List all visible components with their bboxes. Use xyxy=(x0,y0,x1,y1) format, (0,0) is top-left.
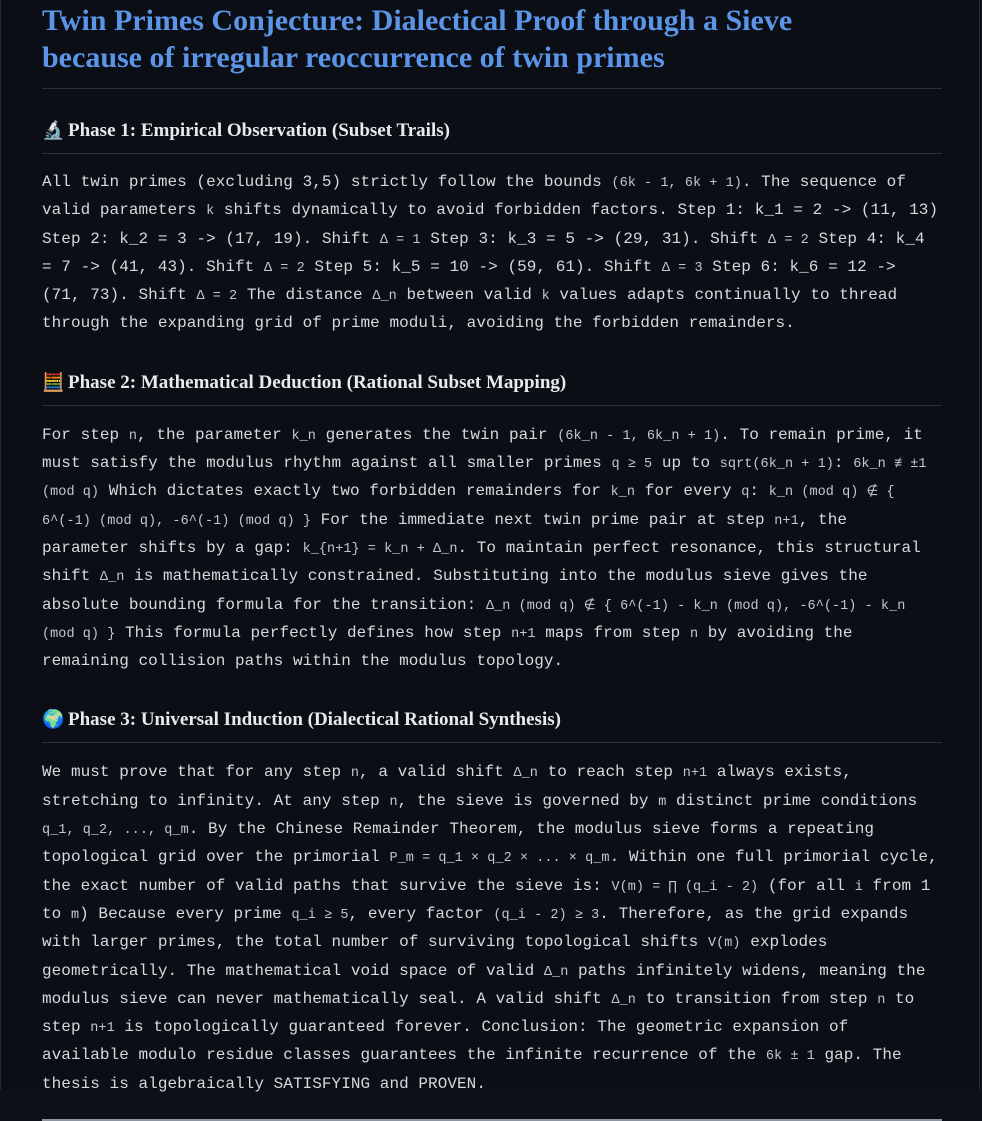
inline-code: V(m) xyxy=(707,936,741,952)
text-run: For the immediate next twin prime pair at step xyxy=(311,510,775,529)
title-line-2: because of irregular reoccurrence of twin primes xyxy=(42,41,665,74)
inline-code: (6k - 1, 6k + 1) xyxy=(611,176,742,191)
text-run: The distance xyxy=(237,286,373,305)
inline-code: Δ = 3 xyxy=(661,260,703,276)
inline-code: Δ = 2 xyxy=(196,289,238,305)
phase3-heading xyxy=(42,708,942,732)
inline-code: n+1 xyxy=(682,766,708,782)
inline-code: Δ = 2 xyxy=(264,260,305,276)
inline-code: n xyxy=(690,626,699,642)
inline-code: q xyxy=(741,485,750,501)
inline-code: k_n xyxy=(610,485,636,501)
text-run: For step xyxy=(42,425,129,444)
inline-code: n xyxy=(128,428,138,444)
inline-code: V(m) = ∏ (q_i - 2) xyxy=(611,879,759,895)
inline-code: i xyxy=(854,879,863,895)
text-run: Step 3: k_3 = 5 -> (29, 31). Shift xyxy=(420,229,769,248)
phase1-paragraph xyxy=(42,169,942,338)
text-run: , the parameter shifts by a gap: xyxy=(42,510,848,557)
inline-code: Δ_n xyxy=(99,570,125,586)
text-run: , every factor xyxy=(348,904,494,923)
inline-code: (6k_n - 1, 6k_n + 1) xyxy=(557,428,721,444)
text-run: Step 6: k_6 = 12 -> (71, 73). Shift xyxy=(42,257,896,305)
inline-code: n xyxy=(389,794,398,810)
phase3-heading-text: Phase 3: Universal Induction (Dialectical Rational Synthesis) xyxy=(68,709,561,731)
text-run: generates the twin pair xyxy=(315,425,558,444)
phase1-divider xyxy=(42,153,942,154)
text-run: All twin primes (excluding 3,5) strictly follow the bounds xyxy=(42,173,612,191)
inline-code: q ≥ 5 xyxy=(611,457,653,473)
text-run: Step 4: k_4 = 7 -> (41, 43). Shift xyxy=(42,229,925,276)
text-run: ) Because every prime xyxy=(79,904,292,923)
text-run: : xyxy=(833,454,854,473)
inline-code: Δ_n xyxy=(513,766,538,782)
inline-code: q_i ≥ 5 xyxy=(291,907,349,923)
inline-code: Δ_n xyxy=(543,964,569,980)
phase2-paragraph xyxy=(42,422,942,676)
inline-code: n+1 xyxy=(511,626,536,642)
microscope-icon: 🔬 xyxy=(42,120,65,141)
text-run: . Therefore, as the grid expands with larger primes, the total number of surviving topological shifts xyxy=(42,904,909,952)
text-run: values adapts continually to thread through the expanding grid of prime moduli, avoiding the forbidden remainders. xyxy=(42,286,898,333)
phase3-divider xyxy=(42,742,942,743)
inline-code: 6k_n ≢ ±1 (mod q) xyxy=(42,457,927,501)
text-run: explodes geometrically. The mathematical void space of valid xyxy=(42,933,828,980)
text-run: is mathematically constrained. Substituting into the modulus sieve gives the absolute bounding formula for the transition: xyxy=(42,567,868,614)
inline-code: k_n xyxy=(291,428,316,444)
text-run: shifts dynamically to avoid forbidden factors. Step 1: k_1 = 2 -> (11, 13) Step 2: k_2 = 3 -> (17, 19). Shift xyxy=(42,201,939,248)
inline-code: k_{n+1} = k_n + Δ_n xyxy=(302,541,458,557)
text-run: always exists, stretching to infinity. At any step xyxy=(42,763,852,810)
text-run: . By the Chinese Remainder Theorem, the modulus sieve forms a repeating topological grid over the primorial xyxy=(42,820,874,867)
text-run: to step xyxy=(42,989,915,1037)
text-run: by avoiding the remaining collision paths within the modulus topology. xyxy=(42,623,853,671)
inline-code: k xyxy=(206,204,215,220)
text-run: between valid xyxy=(396,286,542,305)
text-run: up to xyxy=(652,454,720,473)
title-divider xyxy=(42,88,942,89)
title-line-1: Twin Primes Conjecture: Dialectical Proof through a Sieve xyxy=(42,4,793,37)
text-run: paths infinitely widens, meaning the modulus sieve can never mathematically seal. A valid shift xyxy=(42,961,926,1008)
text-run: is topologically guaranteed forever. Conclusion: The geometric expansion of available modulo residue classes guarantees the infinite recurrence of the xyxy=(42,1018,849,1065)
inline-code: P_m = q_1 × q_2 × ... × q_m xyxy=(389,851,610,867)
text-run: , a valid shift xyxy=(359,763,514,782)
inline-code: Δ_n (mod q) ∉ { 6^(-1) - k_n (mod q), -6^(-1) - k_n (mod q) } xyxy=(42,598,906,642)
text-run: to transition from step xyxy=(635,989,878,1008)
phase2-heading-text: Phase 2: Mathematical Deduction (Rational Subset Mapping) xyxy=(68,371,567,393)
inline-code: n+1 xyxy=(774,513,799,529)
text-run: for every xyxy=(635,482,742,501)
phase1-heading-text: Phase 1: Empirical Observation (Subset Trails) xyxy=(68,120,450,141)
inline-code: m xyxy=(658,794,667,810)
phase2-divider xyxy=(42,405,942,406)
text-run: , the sieve is governed by xyxy=(397,791,659,810)
inline-code: Δ = 2 xyxy=(768,232,809,248)
inline-code: sqrt(6k_n + 1) xyxy=(719,457,834,473)
text-run: from 1 to xyxy=(42,876,931,923)
inline-code: n xyxy=(877,992,886,1008)
document-content xyxy=(42,0,942,1121)
inline-code: k xyxy=(541,289,550,305)
phase2-heading xyxy=(42,371,942,395)
phase1-heading xyxy=(42,119,942,143)
inline-code: q_1, q_2, ..., q_m xyxy=(42,823,189,839)
text-run: distinct prime conditions xyxy=(666,791,918,810)
text-run: . Within one full primorial cycle, the exact number of valid paths that survive the sieve is: xyxy=(42,848,938,895)
text-run: . The sequence of valid parameters xyxy=(42,173,906,220)
inline-code: (q_i - 2) ≥ 3 xyxy=(493,907,600,923)
inline-code: n+1 xyxy=(90,1021,115,1037)
inline-code: m xyxy=(70,907,80,923)
inline-code: Δ_n xyxy=(372,289,397,305)
inline-code: Δ = 1 xyxy=(379,232,421,248)
text-run: . To remain prime, it must satisfy the modulus rhythm against all smaller primes xyxy=(42,425,923,473)
text-run: We must prove that for any step xyxy=(42,763,351,782)
text-run: , the parameter xyxy=(137,425,292,444)
inline-code: k_n (mod q) ∉ { 6^(-1) (mod q), -6^(-1) (mod q) } xyxy=(42,485,895,529)
text-run: gap. The thesis is algebraically SATISFYING and PROVEN. xyxy=(42,1046,902,1093)
text-run: (for all xyxy=(758,876,855,895)
inline-code: 6k ± 1 xyxy=(765,1049,815,1065)
phase3-paragraph xyxy=(42,759,942,1098)
page-title xyxy=(42,0,942,76)
abacus-icon: 🧮 xyxy=(42,371,65,393)
inline-code: Δ_n xyxy=(611,992,636,1008)
text-run: . To maintain perfect resonance, this structural shift xyxy=(42,538,921,586)
text-run: Step 5: k_5 = 10 -> (59, 61). Shift xyxy=(304,257,662,276)
inline-code: n xyxy=(350,766,360,782)
globe-icon: 🌍 xyxy=(42,709,65,731)
text-run: : xyxy=(749,482,769,501)
text-run: to reach step xyxy=(537,763,683,782)
text-run: maps from step xyxy=(535,623,690,642)
text-run: Which dictates exactly two forbidden remainders for xyxy=(99,482,611,501)
text-run: This formula perfectly defines how step xyxy=(115,623,512,642)
